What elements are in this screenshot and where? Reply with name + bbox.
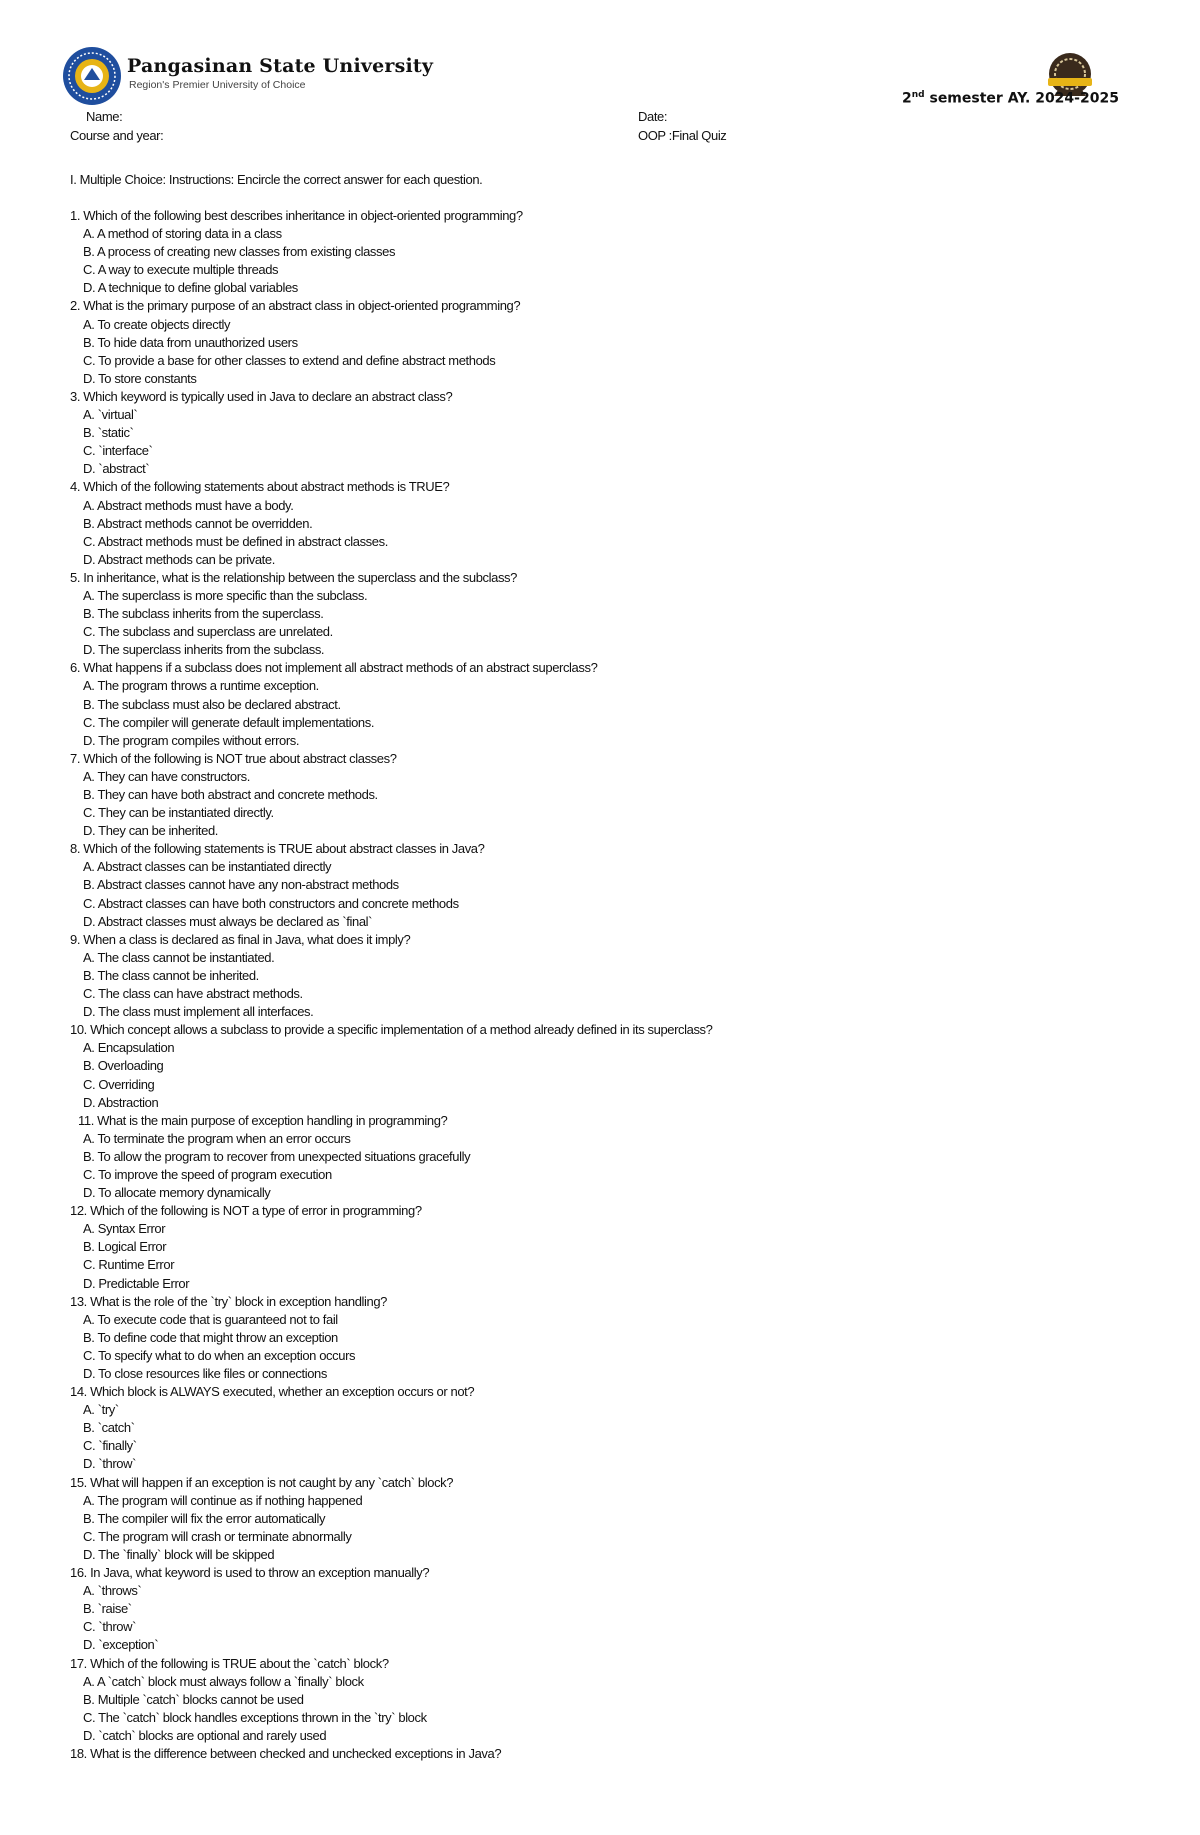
question-14-option-a[interactable]: A. `try` bbox=[83, 1402, 119, 1418]
question-8-option-b[interactable]: B. Abstract classes cannot have any non-abstract methods bbox=[83, 877, 399, 893]
question-4-option-a[interactable]: A. Abstract methods must have a body. bbox=[83, 497, 294, 513]
question-12-option-b[interactable]: B. Logical Error bbox=[83, 1239, 167, 1255]
question-15-option-b[interactable]: B. The compiler will fix the error automatically bbox=[83, 1510, 326, 1526]
question-6-option-a[interactable]: A. The program throws a runtime exception. bbox=[83, 678, 319, 694]
question-1: 1. Which of the following best describes inheritance in object-oriented programming? bbox=[70, 208, 523, 223]
question-5-option-b[interactable]: B. The subclass inherits from the superclass. bbox=[83, 606, 324, 622]
question-4-option-c[interactable]: C. Abstract methods must be defined in abstract classes. bbox=[83, 533, 388, 549]
question-16: 16. In Java, what keyword is used to throw an exception manually? bbox=[70, 1565, 430, 1581]
question-9-option-a[interactable]: A. The class cannot be instantiated. bbox=[83, 949, 275, 965]
question-11: 11. What is the main purpose of exception handling in programming? bbox=[78, 1112, 448, 1128]
question-4-option-b[interactable]: B. Abstract methods cannot be overridden. bbox=[83, 515, 313, 531]
question-14-option-d[interactable]: D. `throw` bbox=[83, 1456, 137, 1472]
question-10-option-d[interactable]: D. Abstraction bbox=[83, 1094, 159, 1110]
question-4-option-d[interactable]: D. Abstract methods can be private. bbox=[83, 551, 275, 567]
question-3-option-c[interactable]: C. `interface` bbox=[83, 443, 153, 459]
question-17: 17. Which of the following is TRUE about the `catch` block? bbox=[70, 1655, 389, 1671]
question-list bbox=[70, 207, 1170, 1763]
question-13-option-a[interactable]: A. To execute code that is guaranteed not to fail bbox=[83, 1311, 338, 1327]
question-9: 9. When a class is declared as final in Java, what does it imply? bbox=[70, 931, 411, 947]
question-7-option-a[interactable]: A. They can have constructors. bbox=[83, 768, 250, 784]
question-12: 12. Which of the following is NOT a type of error in programming? bbox=[70, 1203, 422, 1219]
question-9-option-c[interactable]: C. The class can have abstract methods. bbox=[83, 986, 303, 1002]
question-11-option-b[interactable]: B. To allow the program to recover from unexpected situations gracefully bbox=[83, 1148, 471, 1164]
question-2: 2. What is the primary purpose of an abstract class in object-oriented programming? bbox=[70, 298, 521, 314]
question-17-option-a[interactable]: A. A `catch` block must always follow a `finally` block bbox=[83, 1673, 364, 1689]
question-9-option-d[interactable]: D. The class must implement all interfaces. bbox=[83, 1004, 314, 1020]
question-11-option-c[interactable]: C. To improve the speed of program execution bbox=[83, 1166, 332, 1182]
question-3-option-a[interactable]: A. `virtual` bbox=[83, 407, 138, 423]
question-17-option-d[interactable]: D. `catch` blocks are optional and rarely used bbox=[83, 1727, 327, 1743]
question-8-option-d[interactable]: D. Abstract classes must always be declared as `final` bbox=[83, 913, 373, 929]
question-3: 3. Which keyword is typically used in Java to declare an abstract class? bbox=[70, 388, 453, 404]
question-5: 5. In inheritance, what is the relationship between the superclass and the subclass? bbox=[70, 569, 517, 585]
question-8: 8. Which of the following statements is TRUE about abstract classes in Java? bbox=[70, 841, 485, 857]
question-16-option-a[interactable]: A. `throws` bbox=[83, 1583, 142, 1599]
question-17-option-b[interactable]: B. Multiple `catch` blocks cannot be used bbox=[83, 1691, 304, 1707]
question-15-option-a[interactable]: A. The program will continue as if nothing happened bbox=[83, 1492, 363, 1508]
question-10-option-a[interactable]: A. Encapsulation bbox=[83, 1040, 175, 1056]
question-8-option-c[interactable]: C. Abstract classes can have both constructors and concrete methods bbox=[83, 895, 459, 911]
question-1-option-b[interactable]: B. A process of creating new classes from existing classes bbox=[83, 244, 396, 260]
semester-label: 2nd semester AY. 2024-2025 bbox=[902, 90, 1119, 107]
question-6-option-b[interactable]: B. The subclass must also be declared abstract. bbox=[83, 696, 341, 712]
question-12-option-a[interactable]: A. Syntax Error bbox=[83, 1221, 166, 1237]
question-5-option-a[interactable]: A. The superclass is more specific than the subclass. bbox=[83, 587, 368, 603]
question-14: 14. Which block is ALWAYS executed, whether an exception occurs or not? bbox=[70, 1384, 475, 1400]
date-label: Date: bbox=[638, 109, 668, 124]
question-16-option-d[interactable]: D. `exception` bbox=[83, 1637, 159, 1653]
question-8-option-a[interactable]: A. Abstract classes can be instantiated directly bbox=[83, 859, 332, 875]
question-16-option-c[interactable]: C. `throw` bbox=[83, 1619, 137, 1635]
name-label: Name: bbox=[86, 109, 123, 124]
question-1-option-d[interactable]: D. A technique to define global variables bbox=[83, 280, 298, 296]
question-17-option-c[interactable]: C. The `catch` block handles exceptions thrown in the `try` block bbox=[83, 1709, 427, 1725]
question-13-option-b[interactable]: B. To define code that might throw an exception bbox=[83, 1329, 338, 1345]
question-3-option-b[interactable]: B. `static` bbox=[83, 425, 134, 441]
question-1-option-a[interactable]: A. A method of storing data in a class bbox=[83, 226, 282, 242]
quiz-title: OOP :Final Quiz bbox=[638, 128, 727, 143]
question-6-option-c[interactable]: C. The compiler will generate default implementations. bbox=[83, 714, 375, 730]
question-15-option-c[interactable]: C. The program will crash or terminate abnormally bbox=[83, 1528, 352, 1544]
question-1-option-c[interactable]: C. A way to execute multiple threads bbox=[83, 262, 279, 278]
question-10-option-c[interactable]: C. Overriding bbox=[83, 1076, 155, 1092]
university-name: Pangasinan State University bbox=[127, 55, 434, 77]
question-10: 10. Which concept allows a subclass to provide a specific implementation of a method already defined in its superclass? bbox=[70, 1022, 713, 1038]
question-13: 13. What is the role of the `try` block in exception handling? bbox=[70, 1293, 387, 1309]
question-5-option-d[interactable]: D. The superclass inherits from the subclass. bbox=[83, 642, 325, 658]
question-13-option-c[interactable]: C. To specify what to do when an exception occurs bbox=[83, 1347, 356, 1363]
instructions: I. Multiple Choice: Instructions: Encircle the correct answer for each question. bbox=[70, 172, 483, 187]
question-6: 6. What happens if a subclass does not implement all abstract methods of an abstract superclass? bbox=[70, 660, 598, 676]
question-12-option-d[interactable]: D. Predictable Error bbox=[83, 1275, 190, 1291]
question-7-option-c[interactable]: C. They can be instantiated directly. bbox=[83, 805, 274, 821]
question-14-option-c[interactable]: C. `finally` bbox=[83, 1438, 137, 1454]
question-12-option-c[interactable]: C. Runtime Error bbox=[83, 1257, 175, 1273]
question-2-option-a[interactable]: A. To create objects directly bbox=[83, 316, 231, 332]
question-2-option-b[interactable]: B. To hide data from unauthorized users bbox=[83, 334, 298, 350]
question-14-option-b[interactable]: B. `catch` bbox=[83, 1420, 135, 1436]
psu-seal-icon bbox=[62, 46, 122, 106]
question-4: 4. Which of the following statements about abstract methods is TRUE? bbox=[70, 479, 450, 495]
course-year-label: Course and year: bbox=[70, 128, 164, 143]
university-tagline: Region's Premier University of Choice bbox=[129, 79, 306, 91]
question-10-option-b[interactable]: B. Overloading bbox=[83, 1058, 164, 1074]
question-5-option-c[interactable]: C. The subclass and superclass are unrelated. bbox=[83, 624, 333, 640]
question-13-option-d[interactable]: D. To close resources like files or connections bbox=[83, 1366, 327, 1381]
question-2-option-c[interactable]: C. To provide a base for other classes to extend and define abstract methods bbox=[83, 352, 496, 368]
question-7-option-b[interactable]: B. They can have both abstract and concrete methods. bbox=[83, 787, 378, 802]
question-18: 18. What is the difference between checked and unchecked exceptions in Java? bbox=[70, 1745, 502, 1761]
question-2-option-d[interactable]: D. To store constants bbox=[83, 370, 197, 386]
question-6-option-d[interactable]: D. The program compiles without errors. bbox=[83, 732, 300, 748]
question-15: 15. What will happen if an exception is not caught by any `catch` block? bbox=[70, 1474, 454, 1490]
question-11-option-d[interactable]: D. To allocate memory dynamically bbox=[83, 1185, 271, 1201]
question-9-option-b[interactable]: B. The class cannot be inherited. bbox=[83, 967, 259, 983]
question-7: 7. Which of the following is NOT true about abstract classes? bbox=[70, 750, 397, 766]
question-11-option-a[interactable]: A. To terminate the program when an error occurs bbox=[83, 1130, 351, 1146]
question-3-option-d[interactable]: D. `abstract` bbox=[83, 461, 150, 477]
question-16-option-b[interactable]: B. `raise` bbox=[83, 1601, 132, 1617]
question-7-option-d[interactable]: D. They can be inherited. bbox=[83, 823, 219, 839]
question-15-option-d[interactable]: D. The `finally` block will be skipped bbox=[83, 1546, 275, 1562]
